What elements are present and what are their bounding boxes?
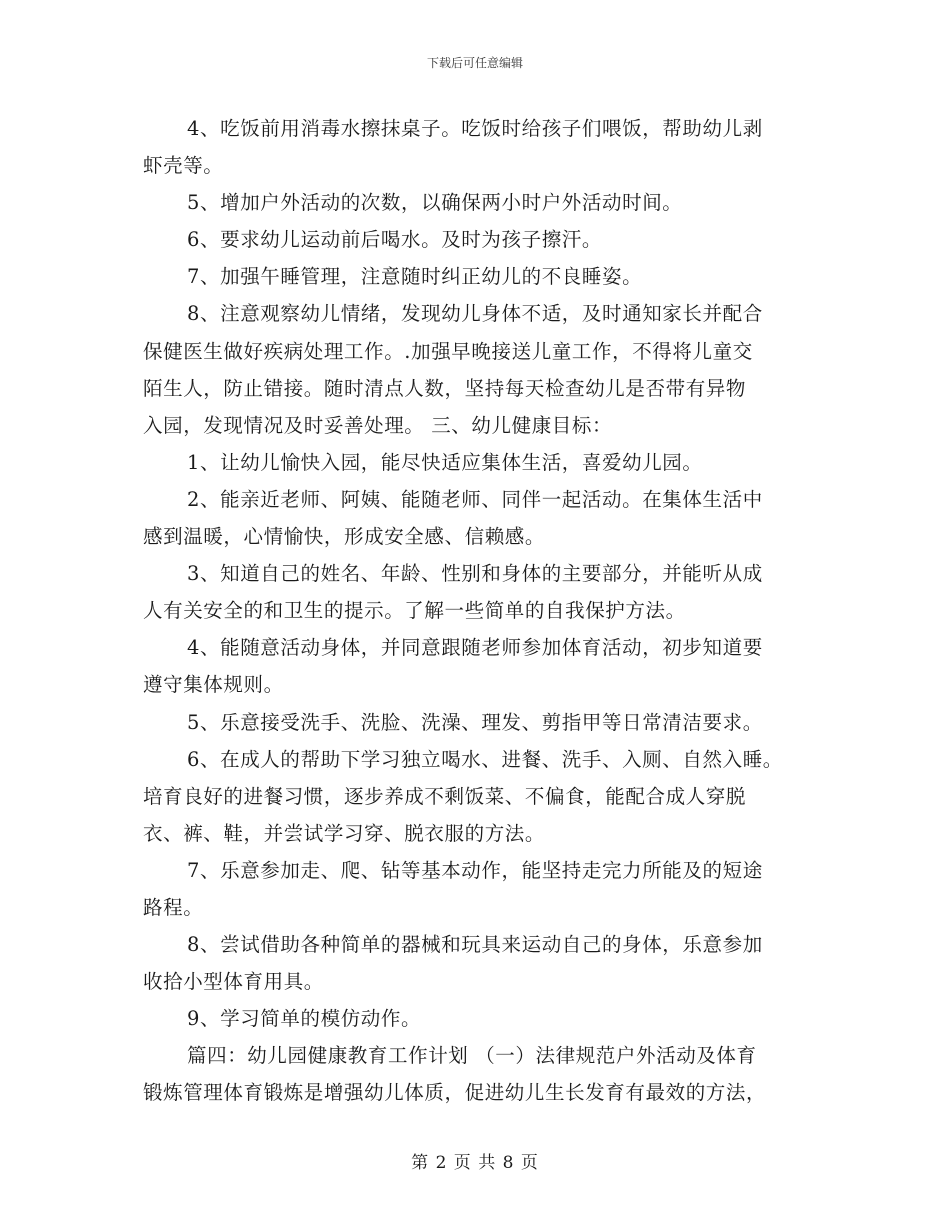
text-line: 收拾小型体育用具。: [143, 970, 324, 994]
text-line: 感到温暖，心情愉快，形成安全感、信赖感。: [143, 525, 546, 549]
text-line: 7、乐意参加走、爬、钻等基本动作，能坚持走完力所能及的短途: [187, 858, 763, 882]
text-line: 9、学习简单的模仿动作。: [187, 1007, 422, 1031]
text-line: 4、能随意活动身体，并同意跟随老师参加体育活动，初步知道要: [187, 636, 763, 660]
text-line: 篇四：幼儿园健康教育工作计划 （一）法律规范户外活动及体育: [187, 1044, 757, 1068]
text-line: 路程。: [143, 895, 204, 919]
text-line: 7、加强午睡管理，注意随时纠正幼儿的不良睡姿。: [187, 265, 643, 289]
text-line: 陌生人，防止错接。随时清点人数，坚持每天检查幼儿是否带有异物: [143, 376, 747, 400]
text-line: 遵守集体规则。: [143, 673, 284, 697]
text-line: 虾壳等。: [143, 154, 224, 178]
text-line: 培育良好的进餐习惯，逐步养成不剩饭菜、不偏食，能配合成人穿脱: [143, 784, 747, 808]
text-line: 8、注意观察幼儿情绪，发现幼儿身体不适，及时通知家长并配合: [187, 302, 763, 326]
text-line: 5、乐意接受洗手、洗脸、洗澡、理发、剪指甲等日常清洁要求。: [187, 710, 763, 734]
text-line: 6、要求幼儿运动前后喝水。及时为孩子擦汗。: [187, 228, 603, 252]
text-line: 锻炼管理体育锻炼是增强幼儿体质，促进幼儿生长发育有最效的方法，: [143, 1081, 767, 1105]
text-line: 2、能亲近老师、阿姨、能随老师、同伴一起活动。在集体生活中: [187, 487, 763, 511]
text-line: 6、在成人的帮助下学习独立喝水、进餐、洗手、入厕、自然入睡。: [187, 747, 783, 771]
text-line: 1、让幼儿愉快入园，能尽快适应集体生活，喜爱幼儿园。: [187, 450, 703, 474]
document-body: [143, 110, 823, 1112]
text-line: 入园，发现情况及时妥善处理。 三、幼儿健康目标：: [143, 413, 613, 437]
text-line: 衣、裤、鞋，并尝试学习穿、脱衣服的方法。: [143, 821, 546, 845]
text-line: 保健医生做好疾病处理工作。.加强早晚接送儿童工作，不得将儿童交: [143, 339, 753, 363]
page-header-note: 下载后可任意编辑: [426, 56, 523, 70]
text-line: 5、增加户外活动的次数，以确保两小时户外活动时间。: [187, 191, 683, 215]
text-line: 8、尝试借助各种简单的器械和玩具来运动自己的身体，乐意参加: [187, 933, 763, 957]
text-line: 4、吃饭前用消毒水擦抹桌子。吃饭时给孩子们喂饭，帮助幼儿剥: [187, 117, 763, 140]
text-line: 3、知道自己的姓名、年龄、性别和身体的主要部分，并能听从成: [187, 562, 763, 586]
page-number: 第 2 页 共 8 页: [411, 1153, 539, 1173]
text-line: 人有关安全的和卫生的提示。了解一些简单的自我保护方法。: [143, 599, 686, 623]
